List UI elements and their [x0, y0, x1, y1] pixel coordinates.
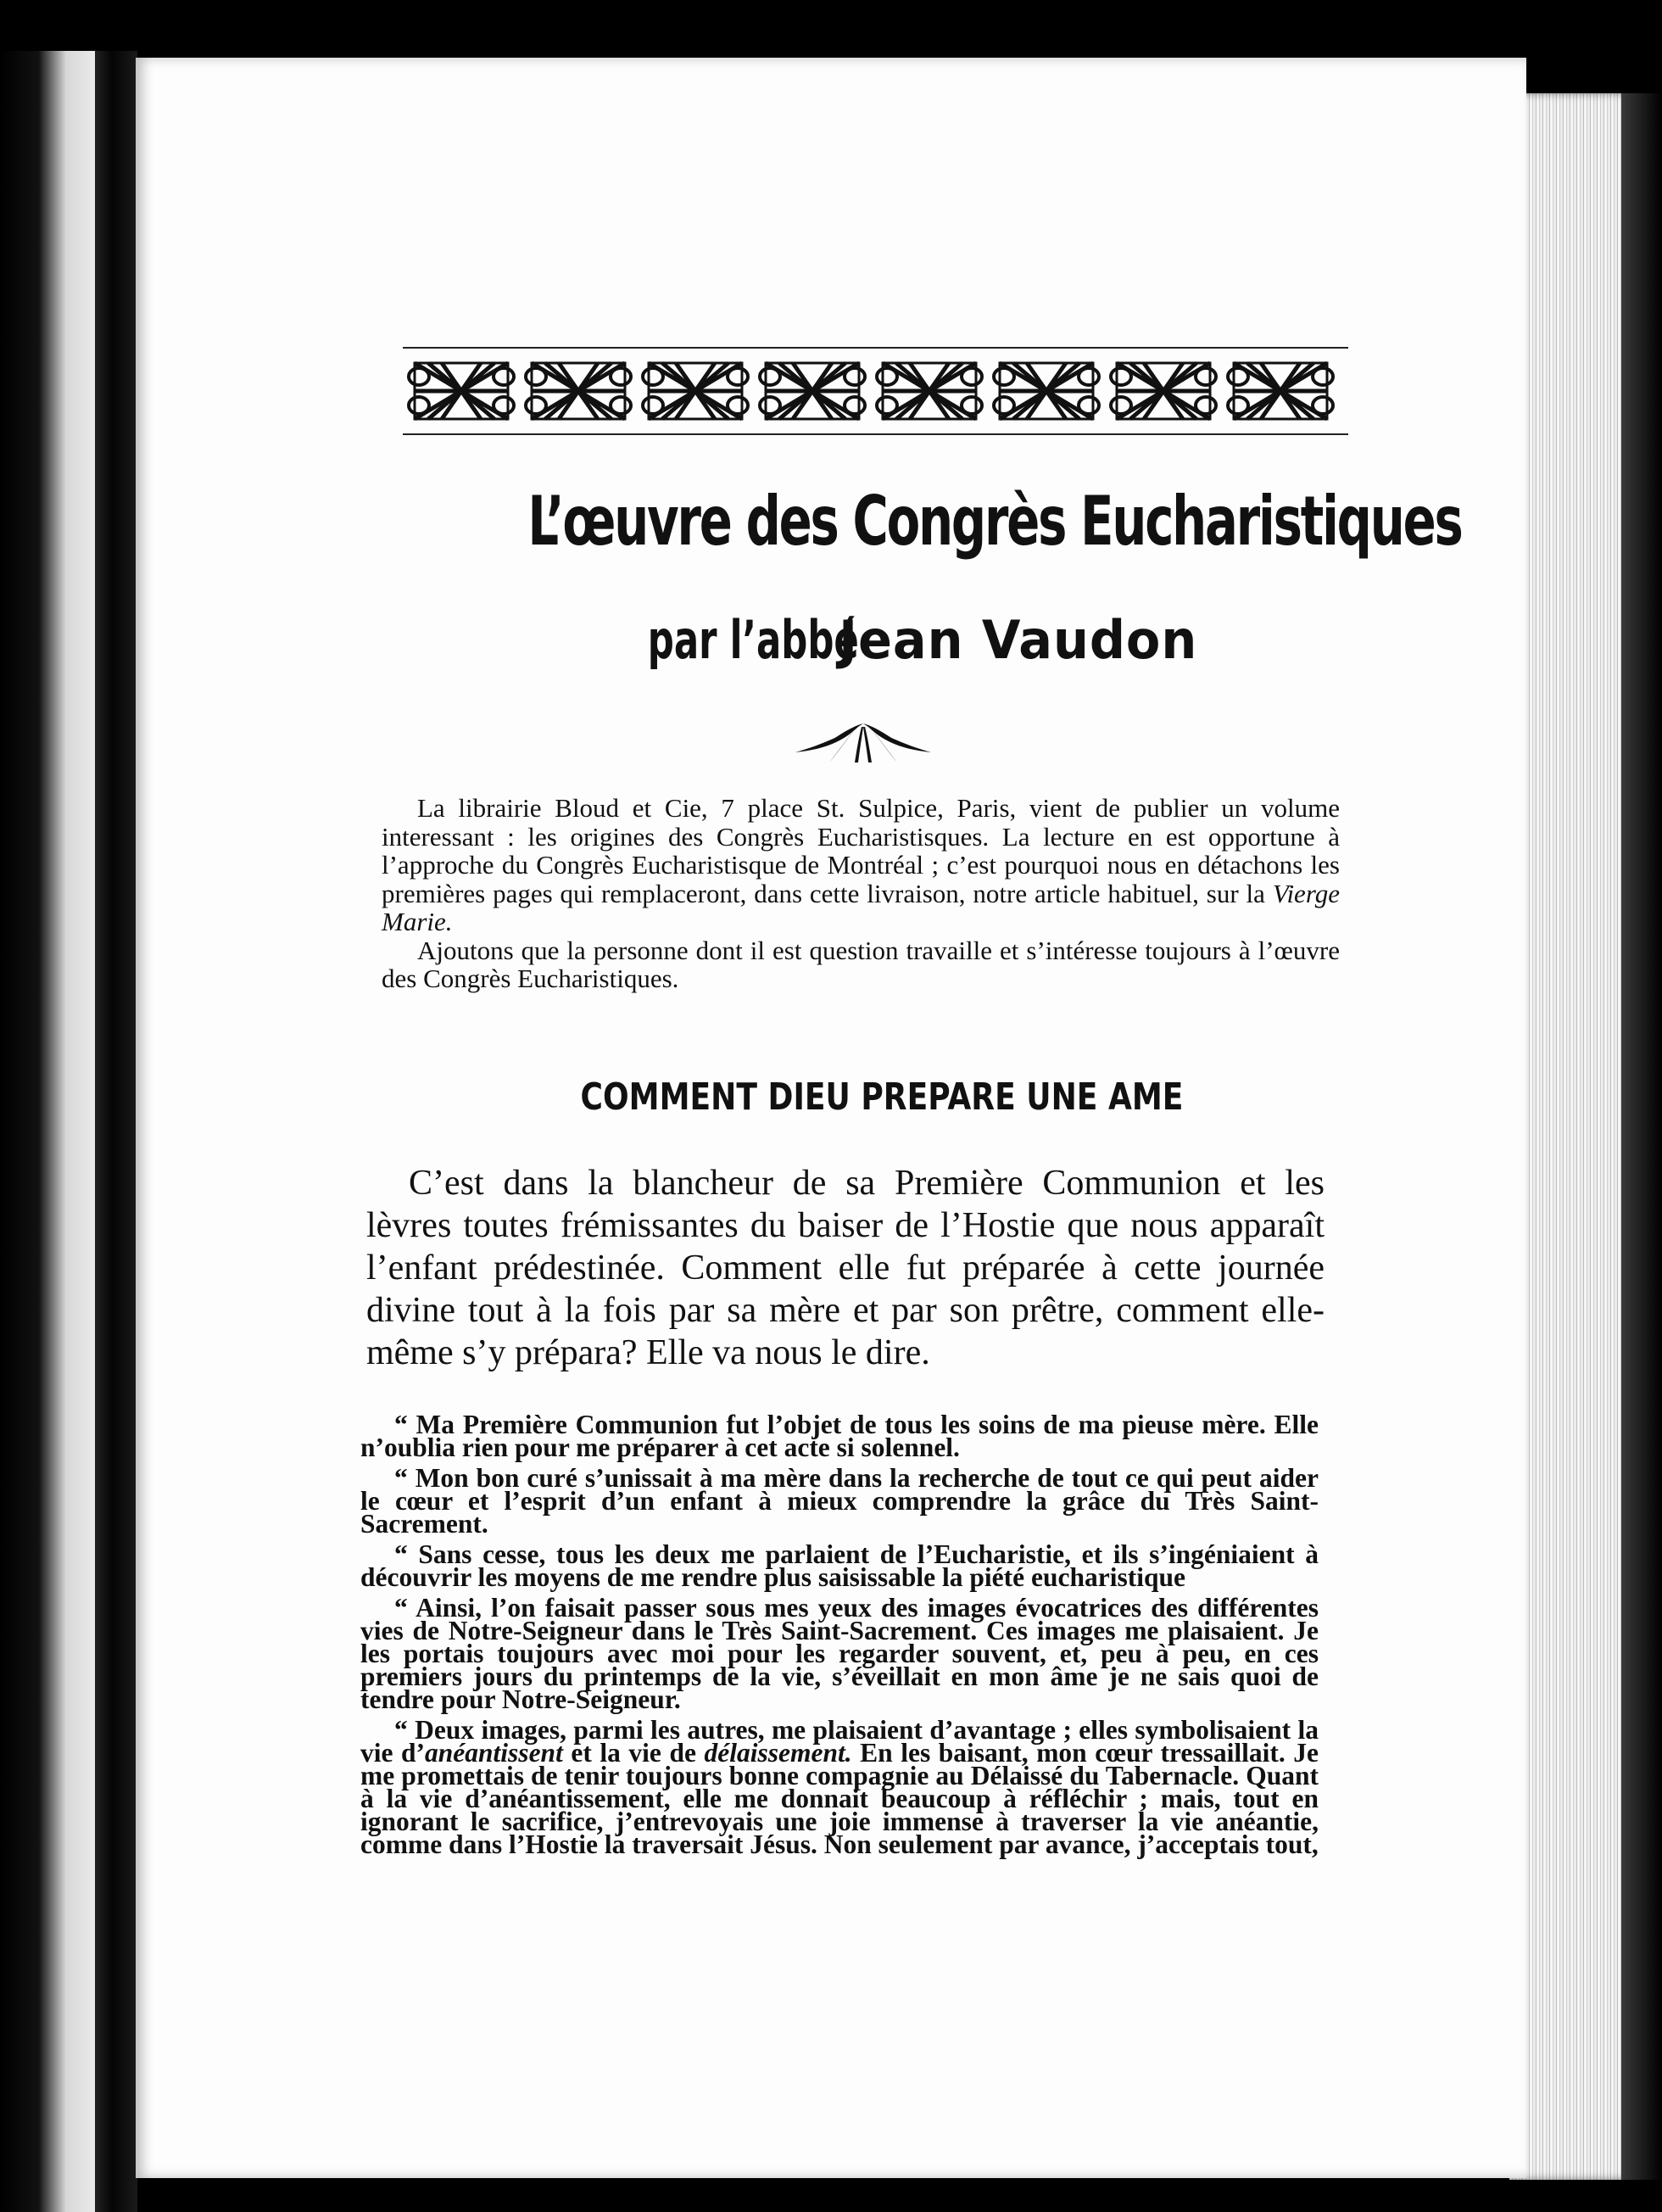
quote-paragraph: [360, 1410, 1319, 1462]
page-content: [136, 58, 1526, 2178]
quote-paragraph: [360, 1715, 1319, 1859]
section-heading: COMMENT DIEU PREPARE UNE AME: [580, 1075, 1184, 1119]
quote-emphasis: délaissement.: [704, 1738, 852, 1768]
lead-paragraph-block: [366, 1162, 1325, 1374]
lead-paragraph: C’est dans la blancheur de sa Première Communion et les lèvres toutes frémissantes du baiser de l’Hostie que nous apparaît l’enfant prédestinée. Comment elle fut préparée à cette journée divine tout à la fois par sa mère et par son prêtre, comment elle-même s’y prépara? Elle va nous le dire.: [366, 1164, 1325, 1372]
article-byline: [475, 609, 1289, 671]
ornament-icon: [403, 344, 1348, 438]
quote-text: En les baisant, mon cœur tressaillait. Je me promettais de tenir toujours bonne compagnie au Délaissé du Tabernacle. Quant à la vie d’anéantissement, elle me donnait beaucoup à réfléchir ; mais, tout en ignorant le sacrifice, j’entrevoyais une joie immense à traverser la vie anéantie, comme dans l’Hostie la traversait Jésus. Non seulement par avance, j’acceptais tout,: [360, 1738, 1319, 1859]
book-page: [136, 58, 1526, 2178]
quote-emphasis: anéantissent: [425, 1738, 563, 1768]
quote-paragraph: [360, 1539, 1319, 1592]
intro-paragraph: [382, 936, 1340, 993]
quote-text: “ Sans cesse, tous les deux me parlaient de l’Eucharistie, et ils s’ingéniaient à découvrir les moyens de me rendre plus saisissable la piété eucharistique: [360, 1539, 1319, 1592]
book-spine: [95, 51, 137, 2212]
quote-text: “ Deux images, parmi les autres, me plaisaient d’avantage ; elles symbolisaient la vie d’: [360, 1715, 1319, 1768]
introduction: [382, 794, 1340, 993]
intro-text: Ajoutons que la personne dont il est question travaille et s’intéresse toujours à l’œuvre des Congrès Eucharistiques.: [382, 935, 1340, 993]
quoted-testimony: [360, 1410, 1319, 1863]
byline-prefix: par l’abbé: [647, 609, 859, 671]
author-name: Jean Vaudon: [839, 609, 1198, 671]
article-title: L’œuvre des Congrès Eucharistiques: [527, 482, 1462, 561]
previous-page-edge: [0, 51, 110, 2212]
quote-text: et la vie de: [562, 1738, 705, 1768]
intro-emphasis: Vierge Marie.: [382, 878, 1340, 936]
intro-text: La librairie Bloud et Cie, 7 place St. Sulpice, Paris, vient de publier un volume interessant : les origines des Congrès Eucharistisques. La lecture en est opportune à l’approche du Congrès Eucharistisque de Montréal ; c’est pourquoi nous en détachons les premières pages qui remplaceront, dans cette livraison, notre article habituel, sur la: [382, 793, 1340, 908]
ornament-unit: [409, 363, 514, 419]
quote-paragraph: [360, 1463, 1319, 1539]
fleuron-icon: [778, 715, 948, 766]
quote-text: “ Ma Première Communion fut l’objet de tous les soins de ma pieuse mère. Elle n’oublia rien pour me préparer à cet acte si solennel.: [360, 1410, 1319, 1462]
header-ornament-band: [403, 344, 1348, 438]
page-stack-shadow: [1621, 93, 1662, 2180]
quote-text: “ Ainsi, l’on faisait passer sous mes yeux des images évocatrices des différentes vies de Notre-Seigneur dans le Très Saint-Sacrement. Ces images me plaisaient. Je les portais toujours avec moi pour les regarder souvent, et, peu à peu, en ces premiers jours du printemps de la vie, s’éveillait en mon âme je ne sais quoi de tendre pour Notre-Seigneur.: [360, 1593, 1319, 1714]
quote-paragraph: [360, 1593, 1319, 1714]
quote-text: “ Mon bon curé s’unissait à ma mère dans la recherche de tout ce qui peut aider le cœur et l’esprit d’un enfant à mieux comprendre la grâce du Très Saint-Sacrement.: [360, 1463, 1319, 1539]
intro-paragraph: [382, 794, 1340, 936]
